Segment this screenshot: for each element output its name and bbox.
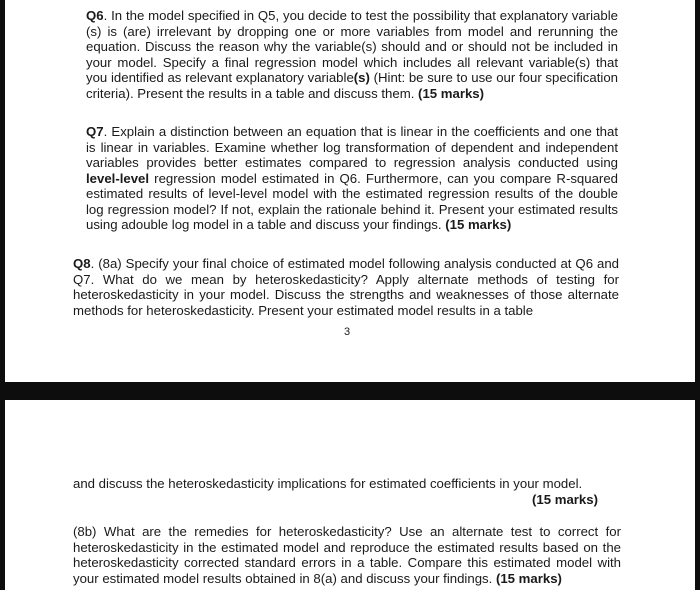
question-8a-marks: (15 marks) [532, 492, 598, 507]
question-8b-body: (8b) What are the remedies for heteroskedasticity? Use an alternate test to correct for heteroskedasticity in the estimated model and reproduce the estimated results based on the heteroskedasticity corrected standard errors in a table. Compare this estimated model with your estimated model results obtained in 8(a) and discuss your findings. [73, 524, 621, 586]
question-7-label: Q7 [86, 124, 104, 139]
question-7-body: . Explain a distinction between an equation that is linear in the coefficients and one that is linear in variables. Examine whether log transformation of dependent and independent variables provides better estimates compared to regression analysis conducted using [86, 124, 618, 170]
left-frame-edge [0, 0, 5, 590]
question-8b-marks: (15 marks) [495, 570, 562, 586]
question-7-body-end: regression model estimated in Q6. Furthermore, can you compare R-squared estimated results of level-level model with the estimated regression results of the double log regression model? If not, explain the rationale behind it. Present your estimated results using adouble log model in a table and discuss your findings. [86, 170, 618, 232]
page-number: 3 [344, 326, 351, 338]
question-8-label: Q8 [73, 256, 91, 271]
question-8-body: . (8a) Specify your final choice of estimated model following analysis conducted at Q6 and Q7. What do we mean by heteroskedasticity? Apply alternate methods of testing for heteroskedasticity in your model. Discuss the strengths and weaknesses of those alternate methods for heteroskedasticity. Present your estimated model results in a table [73, 256, 619, 318]
question-6 [86, 8, 618, 101]
question-8a-continuation: and discuss the heteroskedasticity implications for estimated coefficients in your model. [73, 476, 583, 491]
question-6-marks: (15 marks) [418, 85, 485, 101]
question-8 [73, 256, 619, 318]
question-7 [86, 124, 618, 233]
question-7-marks: (15 marks) [445, 217, 512, 232]
question-6-body: . In the model specified in Q5, you decide to test the possibility that explanatory variable (s) is (are) irrelevant by dropping one or more variables from model and rerunning the equation. Discuss the reason why the variable(s) should and or should not be included in your model. Specify a final regression model which includes all relevant variable(s) that you identified as relevant explanatory variable [86, 8, 618, 85]
page-divider [0, 382, 700, 400]
right-frame-edge [695, 0, 700, 590]
question-7-bold-term: level-level [86, 170, 150, 186]
question-8b [73, 524, 621, 586]
question-6-label: Q6 [86, 8, 104, 23]
question-6-bold-s: (s) [353, 70, 370, 85]
question-6-body-end: (Hint: be sure to use our four specification criteria). Present the results in a table and discuss them. [86, 70, 618, 101]
